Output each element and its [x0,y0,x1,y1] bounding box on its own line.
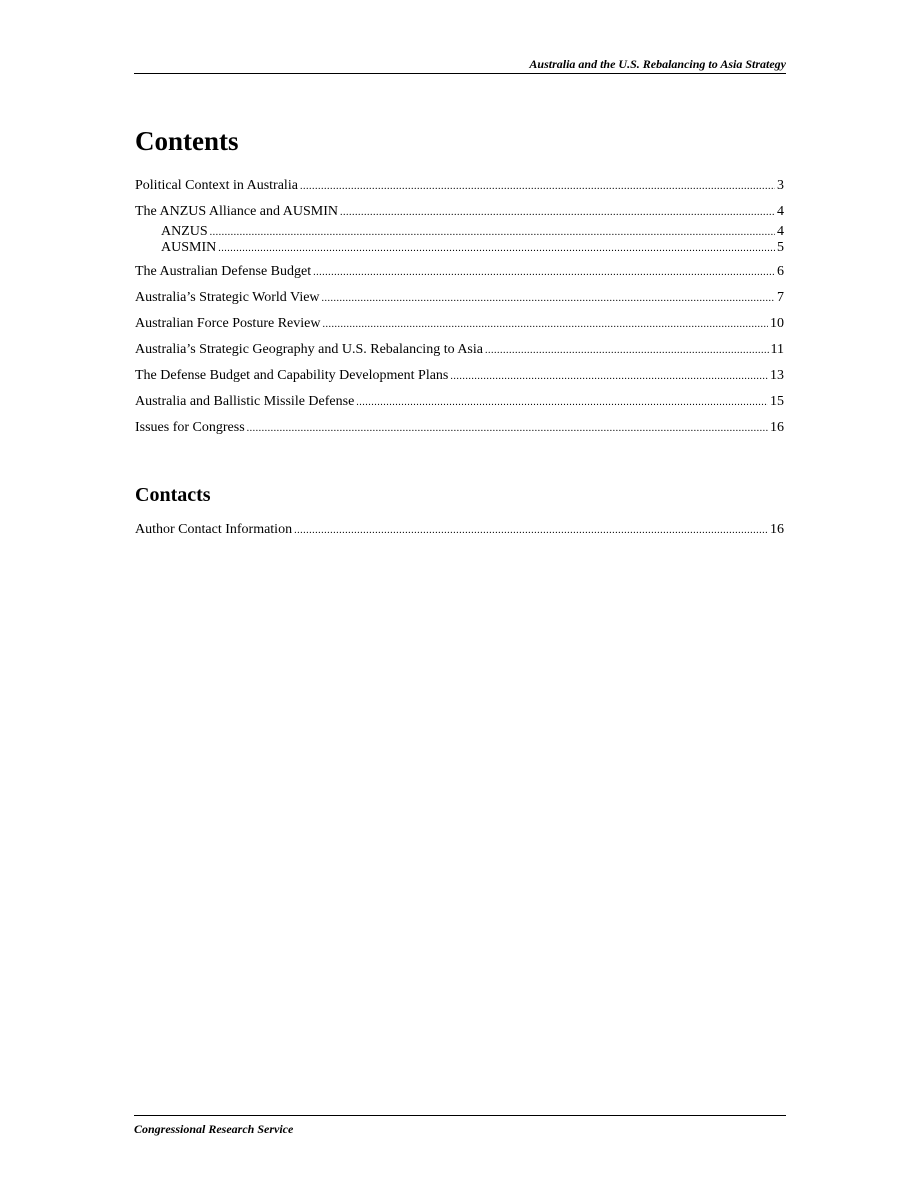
contacts-heading: Contacts [135,484,211,506]
toc-dot-leader [322,316,768,334]
toc-page-number: 13 [770,368,784,383]
toc-entry-label: Australian Force Posture Review [135,316,321,331]
toc-entry-strategic-geography[interactable] [135,341,784,359]
toc-page-number: 15 [770,394,784,409]
running-footer: Congressional Research Service [134,1115,786,1137]
toc-page-number: 3 [777,178,784,193]
toc-entry-label: Australia and Ballistic Missile Defense [135,394,355,409]
toc-entry-author-contact[interactable] [135,521,784,539]
table-of-contents [135,177,784,445]
toc-entry-label: Australia’s Strategic World View [135,290,320,305]
toc-dot-leader [340,204,775,222]
toc-entry-label: ANZUS [161,224,208,239]
toc-page-number: 10 [770,316,784,331]
toc-entry-strategic-world-view[interactable] [135,289,784,307]
toc-page-number: 4 [777,224,784,239]
toc-entry-label: Political Context in Australia [135,178,298,193]
toc-dot-leader [322,290,775,308]
contacts-list [135,521,784,547]
toc-entry-label: Author Contact Information [135,522,293,537]
toc-page-number: 7 [777,290,784,305]
toc-dot-leader [218,241,775,257]
toc-page-number: 6 [777,264,784,279]
toc-dot-leader [450,368,768,386]
toc-entry-ballistic-missile-defense[interactable] [135,393,784,411]
running-header: Australia and the U.S. Rebalancing to Asia Strategy [134,55,786,74]
toc-subentry-ausmin[interactable] [135,240,784,256]
toc-page-number: 4 [777,204,784,219]
toc-entry-force-posture-review[interactable] [135,315,784,333]
toc-dot-leader [247,420,768,438]
toc-page-number: 5 [777,240,784,255]
contents-heading: Contents [135,126,239,156]
toc-entry-label: AUSMIN [161,240,217,255]
toc-entry-label: The ANZUS Alliance and AUSMIN [135,204,338,219]
toc-entry-label: Australia’s Strategic Geography and U.S. Rebalancing to Asia [135,342,483,357]
toc-dot-leader [356,394,768,412]
toc-entry-anzus-alliance-ausmin[interactable] [135,203,784,221]
toc-page-number: 16 [770,522,784,537]
toc-dot-leader [294,522,768,540]
toc-dot-leader [313,264,775,282]
toc-entry-political-context[interactable] [135,177,784,195]
toc-dot-leader [300,178,775,196]
toc-subentry-anzus[interactable] [135,224,784,240]
toc-entry-label: The Australian Defense Budget [135,264,312,279]
toc-page-number: 16 [770,420,784,435]
toc-page-number: 11 [770,342,784,357]
toc-dot-leader [210,225,775,241]
toc-entry-label: The Defense Budget and Capability Development Plans [135,368,449,383]
toc-entry-capability-development[interactable] [135,367,784,385]
toc-entry-defense-budget[interactable] [135,263,784,281]
toc-entry-issues-for-congress[interactable] [135,419,784,437]
toc-entry-label: Issues for Congress [135,420,245,435]
toc-dot-leader [485,342,769,360]
